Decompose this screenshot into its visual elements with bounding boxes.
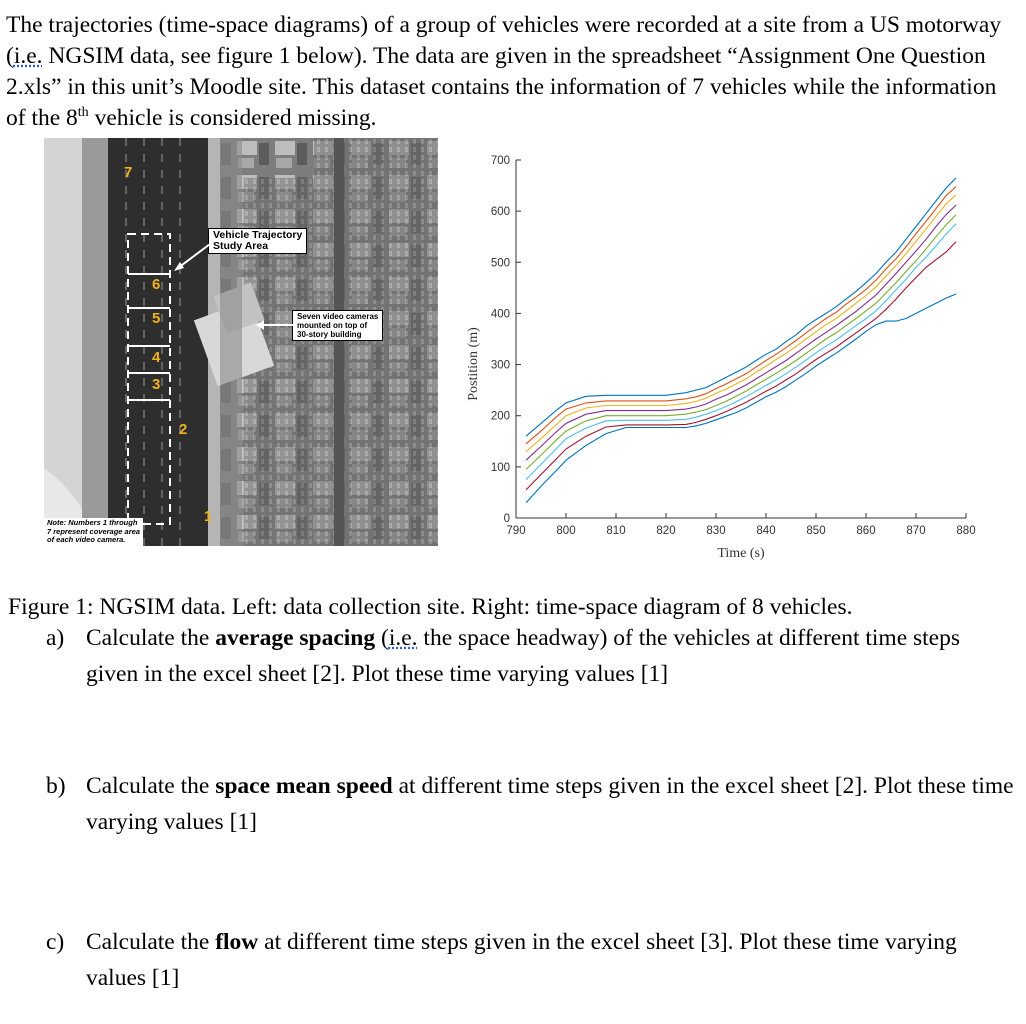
cameras-arrow (256, 318, 296, 332)
x-tick-label: 860 (856, 525, 876, 537)
chart-axes (491, 155, 976, 537)
question-a-mid: ( (375, 625, 389, 651)
cameras-label-line1: Seven video cameras (297, 312, 379, 321)
y-tick-label: 600 (490, 206, 510, 219)
photo-note-line1: Note: Numbers 1 through (47, 518, 138, 527)
question-a-ie: i.e. (388, 625, 418, 651)
y-tick-label: 700 (490, 155, 510, 167)
question-a-bold: average spacing (215, 625, 376, 651)
x-tick-label: 840 (756, 525, 776, 537)
x-tick-label: 800 (556, 525, 576, 537)
y-tick-label: 100 (490, 461, 510, 474)
intro-text-3: vehicle is considered missing. (88, 105, 377, 131)
superscript-th: th (77, 105, 89, 121)
question-b-label: b) (46, 773, 66, 799)
vehicle-trajectory-line-6 (526, 224, 956, 480)
camera-number-4: 4 (152, 349, 161, 366)
question-b-post: at different time steps given in the excel sheet [2]. Plot these time varying values [1] (86, 773, 1014, 835)
x-tick-label: 880 (956, 525, 976, 537)
x-tick-label: 850 (806, 525, 826, 537)
question-b-bold: space mean speed (215, 773, 393, 799)
question-c (46, 924, 1016, 996)
time-space-chart (460, 148, 980, 566)
camera-number-6: 6 (152, 276, 161, 293)
cameras-label (292, 310, 383, 341)
x-tick-label: 810 (606, 525, 626, 537)
cameras-label-line2: mounted on top of (297, 321, 368, 330)
question-c-bold: flow (215, 929, 259, 955)
question-c-pre: Calculate the (86, 929, 216, 955)
camera-number-3: 3 (152, 376, 161, 393)
x-tick-label: 830 (706, 525, 726, 537)
camera-number-1: 1 (204, 508, 213, 525)
x-axis-label: Time (s) (717, 546, 765, 561)
question-b (46, 768, 1016, 840)
study-area-label-line1: Vehicle Trajectory (213, 229, 303, 241)
question-a (46, 620, 1016, 692)
question-c-post: at different time steps given in the excel sheet [3]. Plot these time varying values [1] (86, 929, 957, 991)
y-axis-label: Postition (m) (466, 327, 481, 401)
question-c-label: c) (46, 929, 65, 955)
x-tick-label: 790 (506, 525, 526, 537)
camera-number-2: 2 (179, 421, 188, 438)
question-a-label: a) (46, 625, 65, 651)
cameras-label-line3: 30-story building (297, 330, 362, 339)
photo-note-line3: of each video camera. (47, 535, 126, 544)
camera-number-5: 5 (152, 310, 161, 327)
figure-caption: Figure 1: NGSIM data. Left: data collection site. Right: time-space diagram of 8 vehicles. (8, 594, 853, 620)
x-tick-label: 870 (906, 525, 926, 537)
photo-note-line2: 7 represent coverage area (47, 526, 140, 536)
question-a-pre: Calculate the (86, 625, 216, 651)
study-area-label-line2: Study Area (213, 240, 269, 252)
vehicle-trajectory-line-8 (526, 294, 956, 503)
y-tick-label: 500 (490, 257, 510, 270)
question-b-pre: Calculate the (86, 773, 216, 799)
x-tick-label: 820 (656, 525, 676, 537)
y-tick-label: 200 (490, 410, 510, 423)
aerial-photo-illustration (44, 138, 438, 546)
question-a-post: the space headway) of the vehicles at different time steps given in the excel sheet [2]. Plot these time varying values [1] (86, 625, 961, 687)
vehicle-trajectory-line-4 (526, 205, 956, 460)
ie-abbrev: i.e. (13, 43, 43, 69)
vehicle-trajectory-line-1 (526, 178, 956, 436)
photo-note (44, 518, 143, 546)
aerial-site-photo (44, 138, 438, 546)
study-area-arrow (174, 242, 214, 272)
chart-svg (460, 148, 980, 566)
study-area-label (208, 228, 307, 254)
y-tick-label: 300 (490, 359, 510, 372)
intro-text-2: NGSIM data, see figure 1 below). The data are given in the spreadsheet “Assignment One Question 2.xls” in this unit’s Moodle site. This dataset contains the information of 7 vehicles while the information of the 8 (6, 43, 997, 131)
y-tick-label: 0 (503, 513, 510, 525)
camera-number-7: 7 (124, 164, 133, 181)
intro-paragraph (6, 10, 1020, 134)
chart-series-group (526, 178, 956, 503)
vehicle-trajectory-line-5 (526, 215, 956, 470)
y-tick-label: 400 (490, 308, 510, 321)
intro-text-1: The trajectories (time-space diagrams) of a group of vehicles were recorded at a site from a US motorway ( (6, 12, 1002, 69)
